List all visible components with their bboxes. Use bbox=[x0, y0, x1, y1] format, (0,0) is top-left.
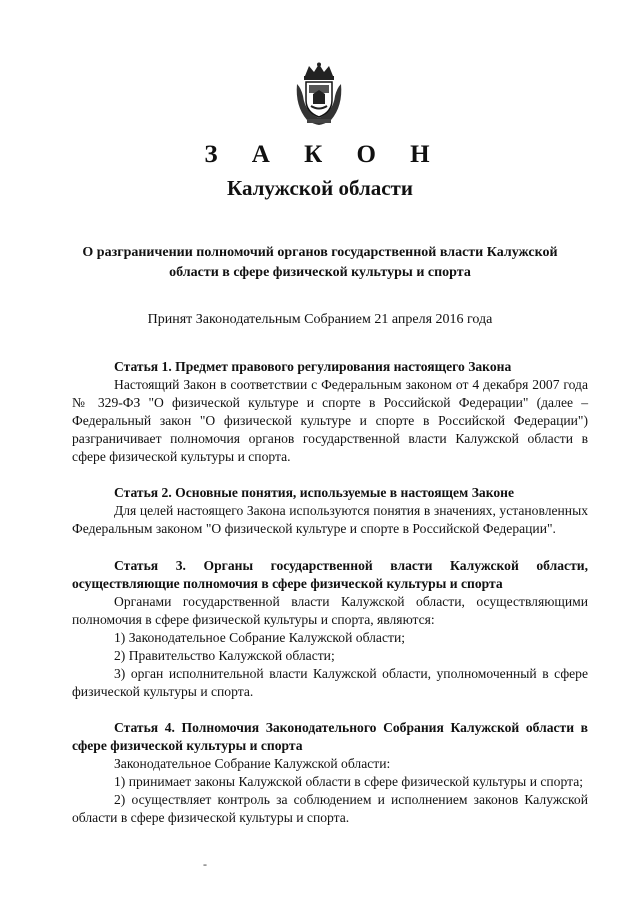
law-subject: О разграничении полномочий органов государственной власти Калужской области в сфере физической культуры и спорта bbox=[82, 245, 558, 280]
article-1 bbox=[72, 358, 588, 465]
article-list-item: 2) Правительство Калужской области; bbox=[114, 647, 335, 663]
footer-mark: - bbox=[203, 857, 207, 871]
article-list-item: 3) орган исполнительной власти Калужской области, уполномоченный в сфере физической культуры и спорта. bbox=[72, 665, 588, 699]
article-paragraph: Органами государственной власти Калужской области, осуществляющими полномочия в сфере физической культуры и спорта, являются: bbox=[72, 593, 588, 627]
article-title: Статья 3. Органы государственной власти Калужской области, осуществляющие полномочия в сфере физической культуры и спорта bbox=[72, 558, 588, 592]
document-region: Калужской области bbox=[227, 176, 413, 200]
article-list-item: 2) осуществляет контроль за соблюдением и исполнением законов Калужской области в сфере физической культуры и спорта. bbox=[72, 792, 588, 825]
adoption-note: Принят Законодательным Собранием 21 апреля 2016 года bbox=[147, 312, 493, 327]
kaluga-oblast-coat-of-arms-icon bbox=[293, 62, 345, 126]
article-paragraph: Для целей настоящего Закона используются понятия в значениях, установленных Федеральным законом "О физической культуре и спорте в Российской Федерации". bbox=[72, 503, 588, 537]
article-3 bbox=[72, 557, 588, 700]
article-list-item: 1) Законодательное Собрание Калужской области; bbox=[114, 629, 405, 645]
article-paragraph: Настоящий Закон в соответствии с Федеральным законом от 4 декабря 2007 года № 329-ФЗ "О физической культуре и спорте в Российской Федерации" (далее – Федеральный закон "О физической культуре и спорте в Российской Федерации") разграничивает полномочия органов государственной власти Калужской области в сфере физической культуры и спорта. bbox=[72, 376, 588, 464]
article-4 bbox=[72, 719, 588, 826]
article-title: Статья 2. Основные понятия, используемые в настоящем Законе bbox=[114, 485, 515, 501]
article-2 bbox=[72, 484, 588, 538]
article-list-item: 1) принимает законы Калужской области в сфере физической культуры и спорта; bbox=[114, 774, 584, 790]
article-paragraph: Законодательное Собрание Калужской области: bbox=[114, 756, 391, 772]
article-title: Статья 4. Полномочия Законодательного Собрания Калужской области в сфере физической культуры и спорта bbox=[72, 720, 588, 754]
document-title: З А К О Н bbox=[204, 141, 444, 168]
article-title: Статья 1. Предмет правового регулирования настоящего Закона bbox=[114, 359, 512, 374]
document-body bbox=[72, 358, 588, 846]
